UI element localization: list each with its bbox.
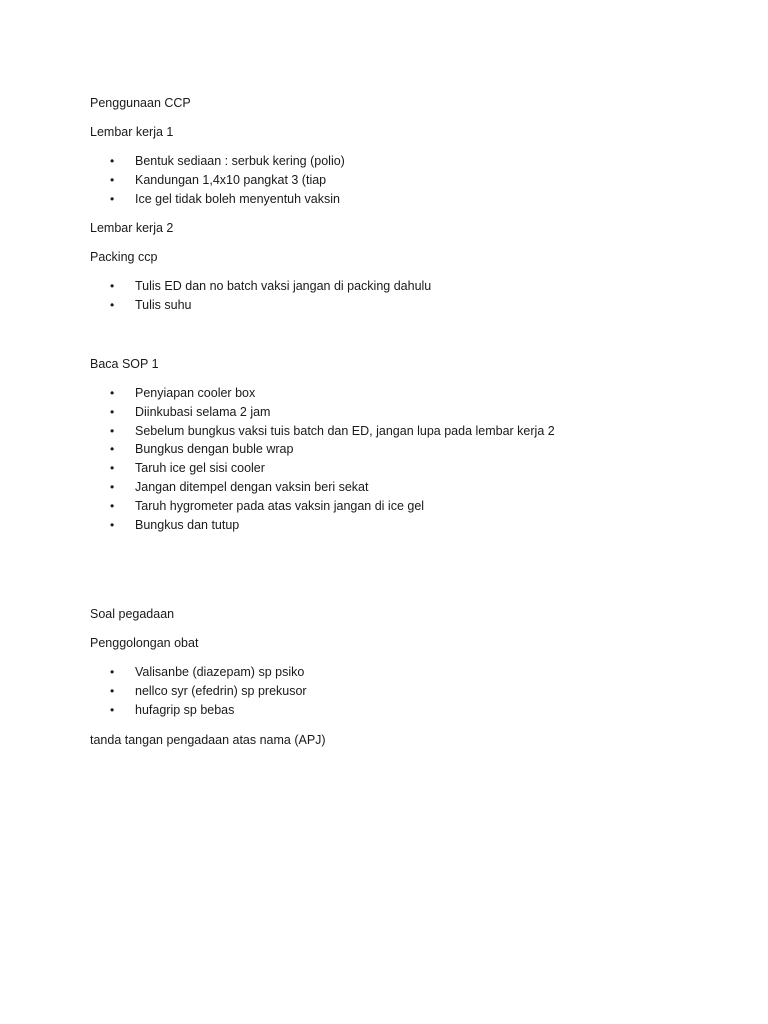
bullet-icon: •	[110, 385, 115, 400]
bullet-icon: •	[110, 279, 115, 294]
bullet-icon: •	[110, 404, 115, 419]
bullet-icon: •	[110, 298, 115, 313]
soal-footer: tanda tangan pengadaan atas nama (APJ)	[90, 732, 326, 747]
bullet-icon: •	[110, 423, 115, 438]
list-item: • Penyiapan cooler box	[90, 384, 710, 403]
bullet-icon: •	[110, 517, 115, 532]
list-item: • Taruh ice gel sisi cooler	[90, 459, 710, 478]
list-item: • Tulis ED dan no batch vaksi jangan di packing dahulu	[90, 277, 710, 296]
list-item: • Kandungan 1,4x10 pangkat 3 (tiap	[90, 171, 710, 190]
list-item: • Bungkus dengan buble wrap	[90, 440, 710, 459]
document-page	[90, 94, 710, 760]
ws1-heading: Lembar kerja 1	[90, 125, 174, 139]
bullet-icon: •	[110, 154, 115, 168]
sop-list	[90, 384, 710, 534]
ws2-list	[90, 277, 710, 315]
sop-heading: Baca SOP 1	[90, 356, 159, 371]
bullet-icon: •	[110, 702, 115, 717]
doc-title: Penggunaan CCP	[90, 96, 191, 110]
list-item: • Ice gel tidak boleh menyentuh vaksin	[90, 190, 710, 209]
bullet-icon: •	[110, 461, 115, 476]
bullet-icon: •	[110, 442, 115, 457]
bullet-icon: •	[110, 684, 115, 699]
soal-heading: Soal pegadaan	[90, 607, 175, 622]
bullet-icon: •	[110, 172, 115, 187]
list-item: • Tulis suhu	[90, 296, 710, 315]
ws2-heading: Lembar kerja 2	[90, 221, 174, 236]
list-item: • nellco syr (efedrin) sp prekusor	[90, 682, 710, 701]
list-item: • Taruh hygrometer pada atas vaksin jangan di ice gel	[90, 497, 710, 516]
bullet-icon: •	[110, 479, 115, 494]
list-item: • Bungkus dan tutup	[90, 516, 710, 535]
list-item: • Bentuk sediaan : serbuk kering (polio)	[90, 152, 710, 171]
soal-subheading: Penggolongan obat	[90, 636, 199, 651]
soal-list	[90, 663, 710, 719]
list-item: • Valisanbe (diazepam) sp psiko	[90, 663, 710, 682]
bullet-icon: •	[110, 191, 115, 206]
list-item: • hufagrip sp bebas	[90, 701, 710, 720]
blank-lines	[90, 545, 710, 605]
blank-line	[90, 326, 710, 355]
list-item: • Sebelum bungkus vaksi tuis batch dan ED, jangan lupa pada lembar kerja 2	[90, 422, 710, 441]
list-item: • Diinkubasi selama 2 jam	[90, 403, 710, 422]
bullet-icon: •	[110, 665, 115, 680]
ws1-list	[90, 152, 710, 208]
ws2-subheading: Packing ccp	[90, 250, 158, 265]
bullet-icon: •	[110, 498, 115, 513]
list-item: • Jangan ditempel dengan vaksin beri sekat	[90, 478, 710, 497]
